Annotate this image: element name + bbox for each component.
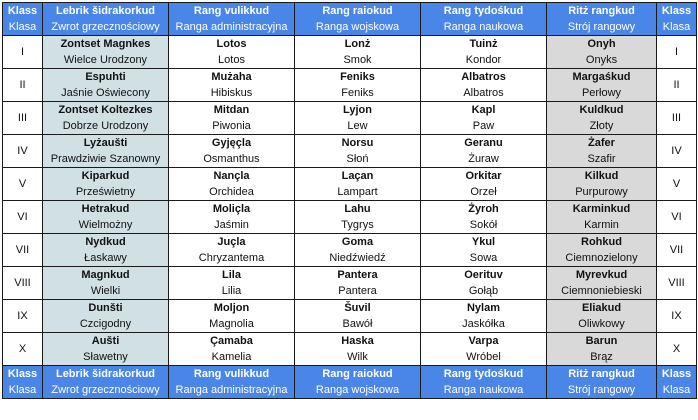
native-term: Nançla [213,170,250,182]
class-numeral: IX [657,300,697,333]
translation-term: Szafir [587,153,616,165]
native-term: Nylam [466,302,501,314]
header-bottom-col-4 [421,366,547,399]
native-term: Juçla [217,236,246,248]
native-term: Barun [585,335,618,347]
header-top-col-0 [3,3,43,36]
native-term: Kuldkud [579,104,624,116]
column-title: Rang tydośkud [443,368,524,380]
native-term: Orkitar [465,170,502,182]
attire-rank-cell [547,300,657,333]
column-subtitle: Strój rangowy [567,21,636,33]
class-numeral: IV [657,135,697,168]
class-numeral: VI [3,201,43,234]
translation-term: Wilk [347,351,368,363]
native-term: Laçan [341,170,374,182]
translation-term: Wielce Urodzony [63,54,148,66]
academic-rank-cell [421,36,547,69]
academic-rank-cell [421,201,547,234]
translation-term: Wielki [90,285,121,297]
table-row [3,102,697,135]
academic-rank-cell [421,69,547,102]
table-row [3,267,697,300]
column-subtitle: Ranga naukowa [443,384,524,396]
column-subtitle: Klasa [662,21,691,33]
native-term: Lila [222,269,241,281]
column-subtitle: Ranga wojskowa [315,384,400,396]
column-subtitle: Klasa [8,21,37,33]
attire-rank-cell [547,267,657,300]
table-row [3,36,697,69]
native-term: Goma [341,236,374,248]
native-term: Zontset Koltezkes [58,104,153,116]
translation-term: Słoń [346,153,369,165]
administrative-rank-cell [169,36,295,69]
translation-term: Łaskawy [84,252,127,264]
translation-term: Ciemnoniebieski [561,285,642,297]
administrative-rank-cell [169,333,295,366]
native-term: Aušti [91,335,120,347]
academic-rank-cell [421,168,547,201]
column-subtitle: Ranga naukowa [443,21,524,33]
column-title: Klass [661,5,692,17]
native-term: Moljon [213,302,250,314]
class-numeral: V [657,168,697,201]
translation-term: Karmin [584,219,619,231]
translation-term: Sokół [469,219,498,231]
translation-term: Oliwkowy [578,318,625,330]
header-row-top [3,3,697,36]
class-numeral: IX [3,300,43,333]
translation-term: Sławetny [83,351,128,363]
attire-rank-cell [547,333,657,366]
translation-term: Jaśnie Oświecony [61,87,150,99]
translation-term: Jaśmin [214,219,249,231]
native-term: Lahu [344,203,371,215]
column-title: Ritż rangkud [568,5,635,17]
header-bottom-col-2 [169,366,295,399]
column-title: Klass [7,5,38,17]
class-numeral: VI [657,201,697,234]
translation-term: Feniks [341,87,374,99]
administrative-rank-cell [169,102,295,135]
military-rank-cell [295,135,421,168]
class-numeral: V [3,168,43,201]
native-term: Zontset Magnkes [60,38,151,50]
military-rank-cell [295,333,421,366]
native-term: Eliakud [581,302,622,314]
header-top-col-2 [169,3,295,36]
column-subtitle: Zwrot grzecznościowy [51,21,160,33]
rank-table-container [2,2,696,416]
administrative-rank-cell [169,267,295,300]
academic-rank-cell [421,234,547,267]
academic-rank-cell [421,300,547,333]
native-term: Kiparkud [81,170,130,182]
academic-rank-cell [421,135,547,168]
military-rank-cell [295,267,421,300]
translation-term: Czcigodny [79,318,132,330]
academic-rank-cell [421,333,547,366]
translation-term: Chryzantema [198,252,265,264]
native-term: Moliçla [212,203,251,215]
military-rank-cell [295,168,421,201]
academic-rank-cell [421,267,547,300]
class-numeral: X [657,333,697,366]
translation-term: Piwonia [212,120,251,132]
translation-term: Osmanthus [203,153,260,165]
native-term: Magnkud [81,269,130,281]
column-title: Rang tydośkud [443,5,524,17]
native-term: Kapl [471,104,496,116]
class-numeral: I [657,36,697,69]
attire-rank-cell [547,135,657,168]
translation-term: Magnolia [209,318,254,330]
translation-term: Ciemnozielony [565,252,638,264]
attire-rank-cell [547,69,657,102]
translation-term: Lew [347,120,368,132]
column-subtitle: Zwrot grzecznościowy [51,384,160,396]
translation-term: Bawół [342,318,373,330]
translation-term: Wróbel [466,351,501,363]
translation-term: Purpurowy [575,186,628,198]
attire-rank-cell [547,168,657,201]
native-term: Varpa [468,335,499,347]
table-row [3,234,697,267]
courtesy-cell [43,267,169,300]
translation-term: Lilia [221,285,242,297]
column-title: Lebrik šidrakorkud [55,368,156,380]
courtesy-cell [43,102,169,135]
translation-term: Sowa [469,252,498,264]
native-term: Myrevkud [575,269,628,281]
native-term: Margaśkud [572,71,631,83]
header-top-col-4 [421,3,547,36]
translation-term: Kamelia [211,351,252,363]
class-numeral: II [657,69,697,102]
attire-rank-cell [547,201,657,234]
courtesy-cell [43,333,169,366]
native-term: Haska [341,335,374,347]
header-bottom-col-6 [657,366,697,399]
column-title: Klass [7,368,38,380]
military-rank-cell [295,300,421,333]
translation-term: Wielmożny [78,219,133,231]
academic-rank-cell [421,102,547,135]
attire-rank-cell [547,36,657,69]
table-body [3,36,697,366]
header-top-col-6 [657,3,697,36]
table-row [3,300,697,333]
military-rank-cell [295,234,421,267]
native-term: Norsu [341,137,374,149]
column-subtitle: Ranga wojskowa [315,21,400,33]
column-title: Rang raiokud [322,5,393,17]
native-term: Çamaba [210,335,253,347]
column-title: Rang raiokud [322,368,393,380]
native-term: Lyżaušti [83,137,128,149]
class-numeral: VII [657,234,697,267]
attire-rank-cell [547,102,657,135]
rank-table [2,2,697,399]
native-term: Kilkud [584,170,619,182]
table-row [3,201,697,234]
native-term: Espuhti [85,71,126,83]
native-term: Mitdan [213,104,250,116]
table-row [3,69,697,102]
translation-term: Prześwietny [75,186,136,198]
column-title: Klass [661,368,692,380]
administrative-rank-cell [169,69,295,102]
translation-term: Jaskółka [462,318,505,330]
administrative-rank-cell [169,135,295,168]
native-term: Mużaha [211,71,252,83]
native-term: Onyh [587,38,616,50]
courtesy-cell [43,168,169,201]
native-term: Šuvil [344,302,371,314]
native-term: Dunšti [88,302,123,314]
native-term: Gyjęçla [211,137,252,149]
translation-term: Albatros [463,87,504,99]
translation-term: Niedźwiedź [329,252,386,264]
courtesy-cell [43,69,169,102]
courtesy-cell [43,135,169,168]
class-numeral: I [3,36,43,69]
class-numeral: X [3,333,43,366]
class-numeral: VIII [3,267,43,300]
administrative-rank-cell [169,300,295,333]
native-term: Pantera [337,269,378,281]
class-numeral: IV [3,135,43,168]
native-term: Żafer [588,137,615,149]
courtesy-cell [43,36,169,69]
table-row [3,333,697,366]
native-term: Żyroh [468,203,499,215]
translation-term: Prawdziwie Szanowny [50,153,161,165]
column-title: Rang vulikkud [193,5,270,17]
translation-term: Kondor [465,54,502,66]
translation-term: Brąz [590,351,613,363]
translation-term: Orzeł [470,186,497,198]
table-row [3,168,697,201]
translation-term: Dobrze Urodzony [62,120,149,132]
class-numeral: VII [3,234,43,267]
class-numeral: VIII [657,267,697,300]
administrative-rank-cell [169,234,295,267]
header-top-col-1 [43,3,169,36]
class-numeral: II [3,69,43,102]
native-term: Oerituv [464,269,503,281]
translation-term: Tygrys [341,219,374,231]
translation-term: Onyks [585,54,618,66]
native-term: Lonż [344,38,371,50]
native-term: Lotos [216,38,247,50]
column-subtitle: Klasa [8,384,37,396]
translation-term: Hibiskus [210,87,253,99]
column-subtitle: Klasa [662,384,691,396]
native-term: Albatros [461,71,506,83]
header-row-bottom [3,366,697,399]
military-rank-cell [295,201,421,234]
courtesy-cell [43,300,169,333]
native-term: Feniks [340,71,375,83]
translation-term: Lampart [337,186,378,198]
header-bottom-col-5 [547,366,657,399]
native-term: Hetrakud [81,203,130,215]
translation-term: Lotos [218,54,245,66]
translation-term: Gołąb [468,285,499,297]
native-term: Ykul [471,236,496,248]
military-rank-cell [295,36,421,69]
column-title: Ritż rangkud [568,368,635,380]
class-numeral: III [3,102,43,135]
native-term: Geranu [464,137,503,149]
translation-term: Smok [343,54,372,66]
translation-term: Paw [472,120,495,132]
column-title: Lebrik šidrakorkud [55,5,156,17]
column-subtitle: Ranga administracyjna [175,21,288,33]
translation-term: Orchidea [209,186,254,198]
column-subtitle: Ranga administracyjna [175,384,288,396]
column-subtitle: Strój rangowy [567,384,636,396]
translation-term: Żuraw [468,153,499,165]
header-bottom-col-1 [43,366,169,399]
military-rank-cell [295,102,421,135]
courtesy-cell [43,201,169,234]
translation-term: Perłowy [581,87,622,99]
header-top-col-3 [295,3,421,36]
administrative-rank-cell [169,168,295,201]
native-term: Lyjon [343,104,372,116]
translation-term: Złoty [589,120,614,132]
header-top-col-5 [547,3,657,36]
native-term: Nydkud [85,236,126,248]
military-rank-cell [295,69,421,102]
column-title: Rang vulikkud [193,368,270,380]
header-bottom-col-3 [295,366,421,399]
header-bottom-col-0 [3,366,43,399]
attire-rank-cell [547,234,657,267]
class-numeral: III [657,102,697,135]
native-term: Karminkud [572,203,631,215]
courtesy-cell [43,234,169,267]
translation-term: Pantera [338,285,377,297]
table-row [3,135,697,168]
administrative-rank-cell [169,201,295,234]
native-term: Tuinż [469,38,498,50]
native-term: Rohkud [581,236,622,248]
